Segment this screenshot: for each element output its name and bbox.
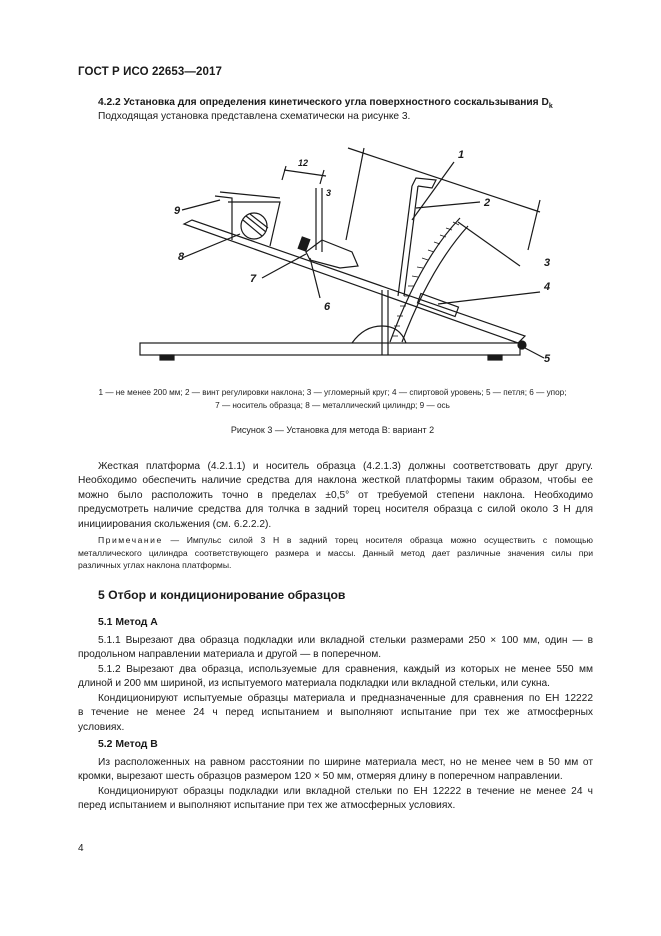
fig-label-5: 5 bbox=[544, 353, 551, 365]
note-block bbox=[78, 534, 593, 572]
p522-line-1: Кондиционируют образцы подкладки или вкладной стельки по ЕН 12222 в течение не менее 24 ч bbox=[98, 786, 593, 797]
p521-line-2: кромки, вырезают шесть образцов размером 120 × 50 мм, отмеряя длину в поперечном направлении. bbox=[78, 771, 563, 783]
para-5-1-1 bbox=[78, 634, 593, 663]
section-5-title: 5 Отбор и кондиционирование образцов bbox=[98, 588, 346, 602]
spirit-level bbox=[417, 293, 458, 316]
dimension-12-label: 12 bbox=[298, 158, 309, 168]
foot-right bbox=[488, 355, 502, 360]
dimension-line-1 bbox=[348, 148, 540, 212]
p512-line-1: 5.1.2 Вырезают два образца, используемые для сравнения, каждый из которых не менее 550 мм bbox=[98, 664, 593, 675]
section-4-2-2-intro: Подходящая установка представлена схематически на рисунке 3. bbox=[98, 111, 411, 122]
platform-line-4: предусмотреть наличие средства для толчка в задний торец носителя образца с силой около 3 Н для bbox=[78, 504, 593, 516]
method-b-title: 5.2 Метод В bbox=[98, 739, 158, 750]
figure-3-diagram bbox=[120, 140, 560, 380]
p513-line-1: Кондиционируют испытуемые образцы материала и предназначенные для сравнения по ЕН 12222 bbox=[98, 693, 593, 704]
p513-line-3: условиях. bbox=[78, 721, 125, 733]
note-label: Примечание bbox=[98, 535, 163, 545]
figure-caption: Рисунок 3 — Установка для метода В: вариант 2 bbox=[230, 425, 435, 435]
p513-line-2: в течение не менее 24 ч перед испытанием и выполняют испытание при тех же атмосферных bbox=[78, 707, 593, 719]
figure-legend-line-1: 1 — не менее 200 мм; 2 — винт регулировки наклона; 3 — угломерный круг; 4 — спиртовой уровень; 5 — петля; 6 — упор; bbox=[98, 388, 567, 397]
inclined-platform bbox=[184, 220, 525, 343]
fig-label-8: 8 bbox=[178, 251, 185, 263]
para-5-1-2 bbox=[78, 663, 593, 692]
p521-line-1: Из расположенных на равном расстоянии по ширине материала мест, но не менее чем в 50 мм от bbox=[98, 757, 593, 768]
stop-block bbox=[298, 237, 310, 251]
platform-line-5: инициирования скольжения (см. 6.2.2.2). bbox=[78, 518, 272, 530]
heading-subscript: k bbox=[548, 103, 553, 111]
para-5-1-3 bbox=[78, 692, 593, 735]
p511-line-1: 5.1.1 Вырезают два образца подкладки или вкладной стельки размерами 250 × 100 мм, один — в bbox=[98, 635, 593, 646]
note-line-1: — Импульс силой 3 Н в задний торец носителя образца можно осуществить с помощью bbox=[162, 535, 593, 545]
document-header: ГОСТ Р ИСО 22653—2017 bbox=[78, 66, 223, 78]
dimension-3-label: 3 bbox=[326, 188, 332, 198]
fig-label-2: 2 bbox=[484, 197, 491, 209]
fig-label-4: 4 bbox=[544, 281, 551, 293]
fig-label-1: 1 bbox=[458, 149, 465, 161]
platform-paragraph bbox=[78, 460, 593, 532]
p511-line-2: продольном направлении материала и другой — в поперечном. bbox=[78, 649, 382, 661]
para-5-2-1 bbox=[78, 756, 593, 785]
fig-label-3: 3 bbox=[544, 257, 551, 269]
platform-line-3: можно было расположить точно в пределах ±0,5° от требуемой степени наклона. Необходимо bbox=[78, 489, 593, 501]
fig-label-7: 7 bbox=[250, 273, 257, 285]
para-5-2-2 bbox=[78, 785, 593, 814]
platform-line-1: Жесткая платформа (4.2.1.1) и носитель образца (4.2.1.3) должны соответствовать друг другу. bbox=[98, 461, 593, 472]
hinge bbox=[518, 341, 526, 349]
note-line-3: различных углах наклона платформы. bbox=[78, 560, 232, 571]
fig-label-6: 6 bbox=[324, 301, 331, 313]
note-line-2: металлического цилиндра соответствующего размера и массы. Данный метод дает различные значения силы при bbox=[78, 547, 593, 558]
specimen-carrier bbox=[306, 240, 358, 268]
foot-left bbox=[160, 355, 174, 360]
figure-legend-line-2: 7 — носитель образца; 8 — металлический цилиндр; 9 — ось bbox=[215, 401, 450, 410]
page-number: 4 bbox=[78, 843, 84, 854]
p522-line-2: перед испытанием и выполняют испытание при тех же атмосферных условиях. bbox=[78, 800, 456, 812]
p512-line-2: длиной и 200 мм шириной, из испытуемого материала подкладки или вкладной стельки, или сукна. bbox=[78, 678, 550, 690]
method-a-title: 5.1 Метод А bbox=[98, 617, 158, 628]
fig-label-9: 9 bbox=[174, 205, 181, 217]
heading-text: 4.2.2 Установка для определения кинетического угла поверхностного соскальзывания D bbox=[98, 97, 549, 108]
base-plate bbox=[140, 343, 520, 355]
platform-line-2: Необходимо обеспечить наличие средства для наклона жесткой платформы таким образом, чтобы ее bbox=[78, 475, 593, 487]
